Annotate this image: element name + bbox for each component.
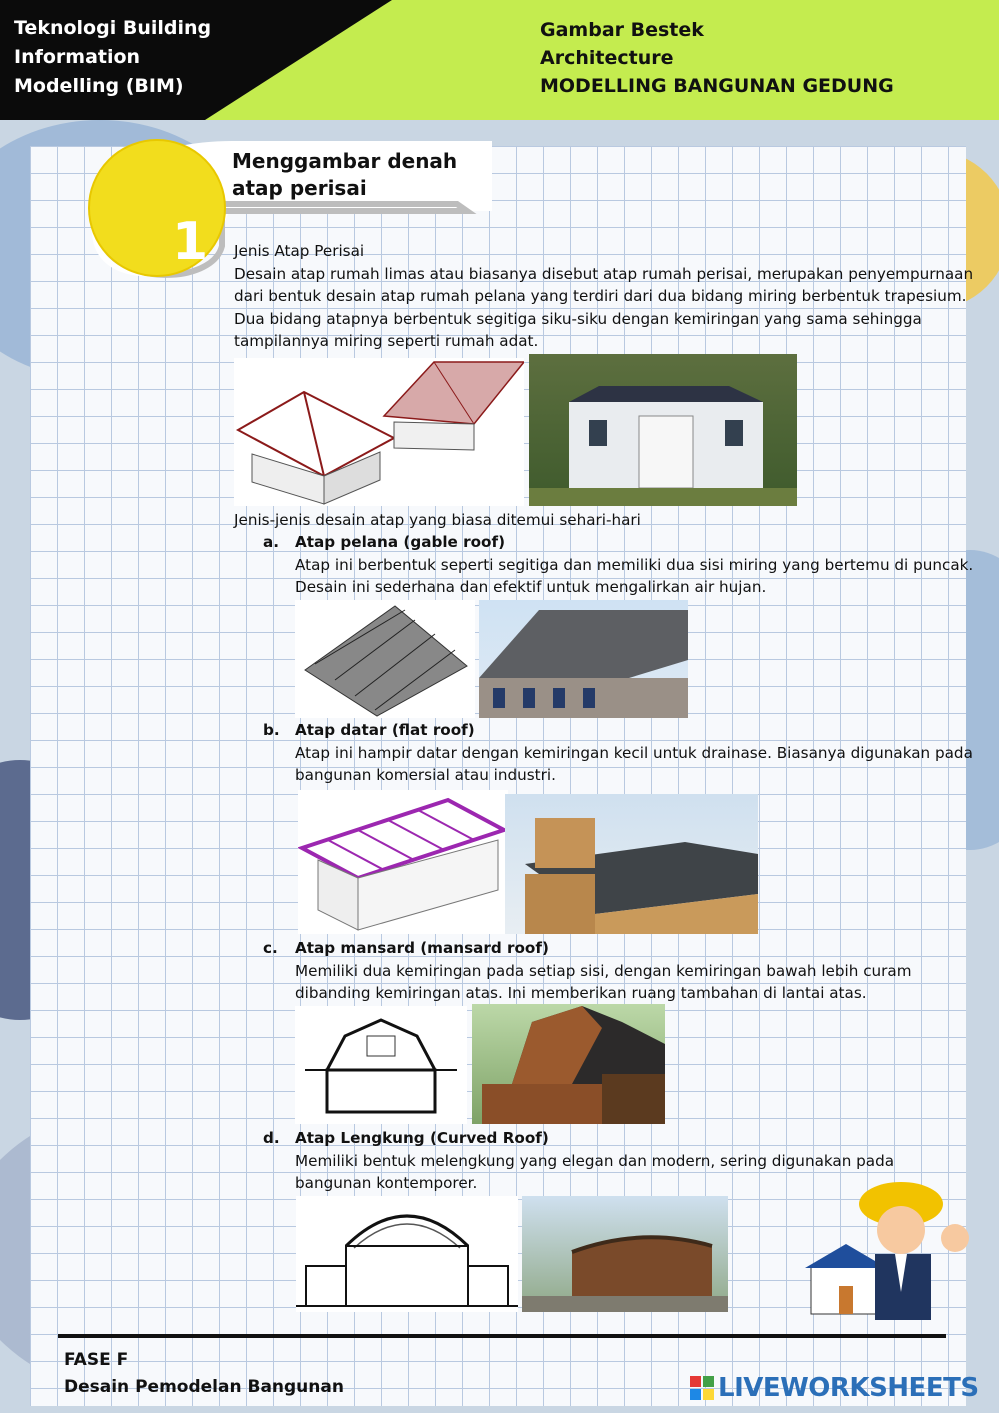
section-title (232, 148, 457, 202)
item-line: bangunan kontemporer. (295, 1174, 478, 1192)
header-right-line: Gambar Bestek (540, 19, 704, 41)
list-intro: Jenis-jenis desain atap yang biasa ditemui sehari-hari (234, 511, 641, 529)
header-right-line: MODELLING BANGUNAN GEDUNG (540, 75, 894, 97)
mansard-house-photo (472, 1004, 665, 1124)
item-title: Atap datar (flat roof) (295, 721, 475, 739)
flat-roof-diagram (298, 790, 508, 934)
list-item (263, 531, 279, 554)
liveworksheets-logo-icon (690, 1376, 714, 1400)
section-number: 1 (172, 212, 209, 272)
header-left-line: Teknologi Building (14, 17, 212, 39)
intro-heading: Jenis Atap Perisai (234, 242, 365, 260)
item-marker: b. (263, 721, 280, 739)
list-item-content (295, 937, 912, 1005)
footer-text (64, 1347, 344, 1401)
flat-roof-photo (505, 794, 758, 934)
list-item (263, 937, 278, 960)
curved-roof-photo (522, 1196, 728, 1312)
footer-divider (58, 1334, 946, 1338)
item-line: Desain ini sederhana dan efektif untuk mengalirkan air hujan. (295, 578, 767, 596)
list-item-content (295, 531, 973, 599)
item-line: Memiliki bentuk melengkung yang elegan dan modern, sering digunakan pada (295, 1151, 895, 1170)
item-title: Atap Lengkung (Curved Roof) (295, 1129, 549, 1147)
intro-line: Dua bidang atapnya berbentuk segitiga siku-siku dengan kemiringan yang sama sehingga (234, 309, 922, 328)
item-line: Memiliki dua kemiringan pada setiap sisi, dengan kemiringan bawah lebih curam (295, 961, 912, 980)
footer-subject: Desain Pemodelan Bangunan (64, 1377, 344, 1397)
intro-line: dari bentuk desain atap rumah pelana yang terdiri dari dua bidang miring berbentuk trapesium. (234, 287, 967, 305)
item-title: Atap mansard (mansard roof) (295, 939, 549, 957)
footer-phase: FASE F (64, 1350, 129, 1370)
gable-house-photo (479, 600, 688, 718)
list-item (263, 1127, 280, 1150)
item-line: Atap ini hampir datar dengan kemiringan kecil untuk drainase. Biasanya digunakan pada (295, 743, 973, 762)
intro-line: tampilannya miring seperti rumah adat. (234, 332, 539, 350)
item-marker: d. (263, 1129, 280, 1147)
item-marker: c. (263, 939, 278, 957)
section-title-line: Menggambar denah (232, 149, 458, 173)
header-left-line: Modelling (BIM) (14, 75, 184, 97)
intro-line: Desain atap rumah limas atau biasanya disebut atap rumah perisai, merupakan penyempurnaan (234, 264, 974, 283)
liveworksheets-brand[interactable]: LIVEWORKSHEETS (718, 1373, 979, 1403)
section-title-line: atap perisai (232, 176, 367, 200)
header-left-title (14, 14, 211, 101)
item-line: Atap ini berbentuk seperti segitiga dan memiliki dua sisi miring yang bertemu di puncak. (295, 555, 974, 574)
mansard-roof-diagram (295, 1006, 467, 1124)
item-line: dibanding kemiringan atas. Ini memberikan ruang tambahan di lantai atas. (295, 984, 867, 1002)
header-right-line: Architecture (540, 47, 674, 69)
item-marker: a. (263, 533, 280, 551)
hip-roof-shed-photo (529, 354, 797, 506)
item-title: Atap pelana (gable roof) (295, 533, 506, 551)
list-item-content (295, 719, 973, 787)
gable-roof-diagram (295, 600, 475, 718)
hip-roof-diagram (234, 358, 524, 506)
item-line: bangunan komersial atau industri. (295, 766, 556, 784)
engineer-mascot-illustration (805, 1182, 973, 1326)
header-left-line: Information (14, 46, 141, 68)
header-right-title (540, 16, 894, 100)
list-item (263, 719, 280, 742)
intro-block (234, 240, 973, 353)
curved-roof-diagram (296, 1196, 518, 1312)
